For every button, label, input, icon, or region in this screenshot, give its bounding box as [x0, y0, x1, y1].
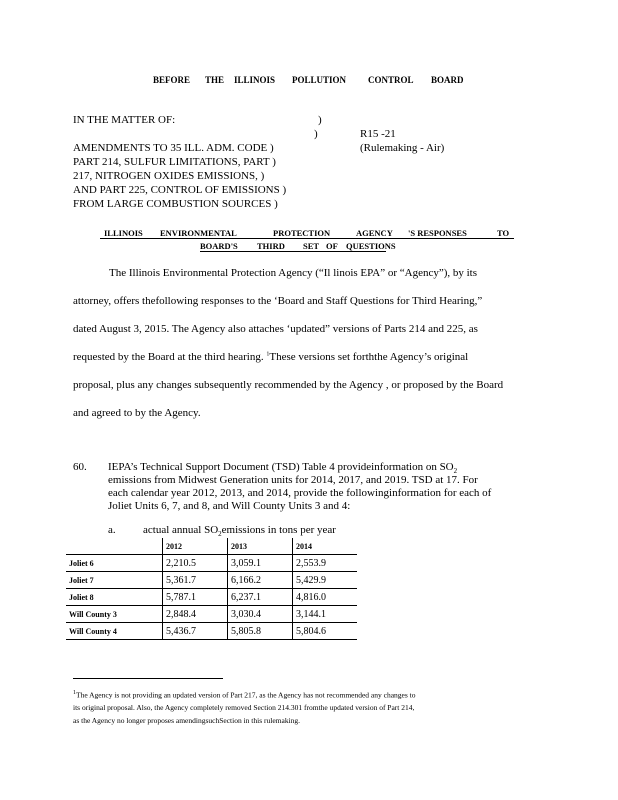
- paragraph-text: These versions set forththe Agency’s original: [269, 351, 469, 363]
- heading-underline: [100, 238, 514, 239]
- title-word: THE: [205, 75, 225, 85]
- sub-item-label: a.: [108, 524, 116, 536]
- emissions-table: [66, 538, 357, 640]
- value-cell: 3,030.4: [228, 606, 293, 623]
- paragraph-line: The Illinois Environmental Protection Agency (“Il linois EPA” or “Agency”), by its: [109, 267, 478, 279]
- value-cell: 2,553.9: [293, 555, 358, 572]
- value-cell: 5,429.9: [293, 572, 358, 589]
- table-row: [66, 623, 357, 640]
- caption-line: 217, NITROGEN OXIDES EMISSIONS, ): [73, 170, 265, 182]
- paragraph-text: requested by the Board at the third hearing.: [73, 351, 264, 363]
- question-text: emissions in tons per year: [221, 524, 336, 536]
- footnote-line: [73, 690, 416, 700]
- title-word: ILLINOIS: [234, 75, 276, 85]
- title-word: POLLUTION: [292, 75, 347, 85]
- rulemaking-type: (Rulemaking - Air): [360, 142, 445, 154]
- caption-line: AMENDMENTS TO 35 ILL. ADM. CODE ): [73, 142, 274, 154]
- heading-word: QUESTIONS: [346, 241, 396, 251]
- heading-word: SET: [303, 241, 320, 251]
- title-word: BEFORE: [153, 75, 191, 85]
- value-cell: 5,804.6: [293, 623, 358, 640]
- footnote-separator: [73, 678, 223, 679]
- table-header-year: 2014: [293, 538, 358, 555]
- footnote-line: its original proposal. Also, the Agency completely removed Section 214.301 fromthe updated version of Part 214,: [73, 703, 415, 712]
- value-cell: 6,166.2: [228, 572, 293, 589]
- paragraph-line: attorney, offers thefollowing responses to the ‘Board and Staff Questions for Third Hearing,”: [73, 295, 483, 307]
- heading-underline: [200, 251, 386, 252]
- footnote-mark: 1: [73, 690, 76, 696]
- unit-cell: Joliet 7: [66, 572, 163, 589]
- heading-word: ENVIRONMENTAL: [160, 228, 237, 238]
- unit-cell: Will County 4: [66, 623, 163, 640]
- question-line: each calendar year 2012, 2013, and 2014, provide the followinginformation for each of: [108, 487, 492, 499]
- heading-word: 'S RESPONSES: [408, 228, 467, 238]
- value-cell: 5,805.8: [228, 623, 293, 640]
- unit-cell: Joliet 6: [66, 555, 163, 572]
- table-header-year: 2013: [228, 538, 293, 555]
- sub-item-text: [143, 524, 336, 538]
- caption-paren: ): [314, 128, 318, 140]
- caption-line: PART 214, SULFUR LIMITATIONS, PART ): [73, 156, 276, 168]
- table-row: [66, 606, 357, 623]
- title-word: BOARD: [431, 75, 464, 85]
- footnote-ref: 1: [266, 351, 270, 358]
- subscript: 2: [218, 530, 222, 539]
- table-header-year: 2012: [163, 538, 228, 555]
- value-cell: 3,144.1: [293, 606, 358, 623]
- unit-cell: Joliet 8: [66, 589, 163, 606]
- table-header-unit: [66, 538, 163, 555]
- value-cell: 5,361.7: [163, 572, 228, 589]
- table-row: [66, 555, 357, 572]
- question-number: 60.: [73, 461, 87, 473]
- heading-word: TO: [497, 228, 510, 238]
- value-cell: 5,436.7: [163, 623, 228, 640]
- docket-number: R15 -21: [360, 128, 396, 140]
- paragraph-line: dated August 3, 2015. The Agency also attaches ‘updated” versions of Parts 214 and 225, as: [73, 323, 478, 335]
- value-cell: 5,787.1: [163, 589, 228, 606]
- heading-word: ILLINOIS: [104, 228, 143, 238]
- caption-line: FROM LARGE COMBUSTION SOURCES ): [73, 198, 278, 210]
- caption-line: IN THE MATTER OF:: [73, 114, 176, 126]
- unit-cell: Will County 3: [66, 606, 163, 623]
- question-text: actual annual SO: [143, 524, 219, 536]
- question-text: IEPA’s Technical Support Document (TSD) Table 4 provideinformation on SO: [108, 461, 454, 473]
- paragraph-line: and agreed to by the Agency.: [73, 407, 201, 419]
- caption-paren: ): [318, 114, 322, 126]
- subscript: 2: [453, 467, 458, 476]
- caption-line: AND PART 225, CONTROL OF EMISSIONS ): [73, 184, 287, 196]
- table-row: [66, 589, 357, 606]
- value-cell: 6,237.1: [228, 589, 293, 606]
- question-line: Joliet Units 6, 7, and 8, and Will County Units 3 and 4:: [108, 500, 351, 512]
- paragraph-line: proposal, plus any changes subsequently recommended by the Agency , or proposed by the Board: [73, 379, 504, 391]
- value-cell: 3,059.1: [228, 555, 293, 572]
- value-cell: 4,816.0: [293, 589, 358, 606]
- heading-word: PROTECTION: [273, 228, 331, 238]
- title-word: CONTROL: [368, 75, 414, 85]
- heading-word: OF: [326, 241, 338, 251]
- heading-word: THIRD: [257, 241, 285, 251]
- paragraph-line: [73, 351, 468, 363]
- value-cell: 2,848.4: [163, 606, 228, 623]
- footnote-text: The Agency is not providing an updated version of Part 217, as the Agency has not recommended any changes to: [76, 690, 416, 700]
- heading-word: AGENCY: [356, 228, 393, 238]
- value-cell: 2,210.5: [163, 555, 228, 572]
- question-line: emissions from Midwest Generation units for 2014, 2017, and 2019. TSD at 17. For: [108, 474, 478, 486]
- table-row: [66, 572, 357, 589]
- heading-word: BOARD'S: [200, 241, 238, 251]
- footnote-line: as the Agency no longer proposes amendingsuchSection in this rulemaking.: [73, 716, 301, 725]
